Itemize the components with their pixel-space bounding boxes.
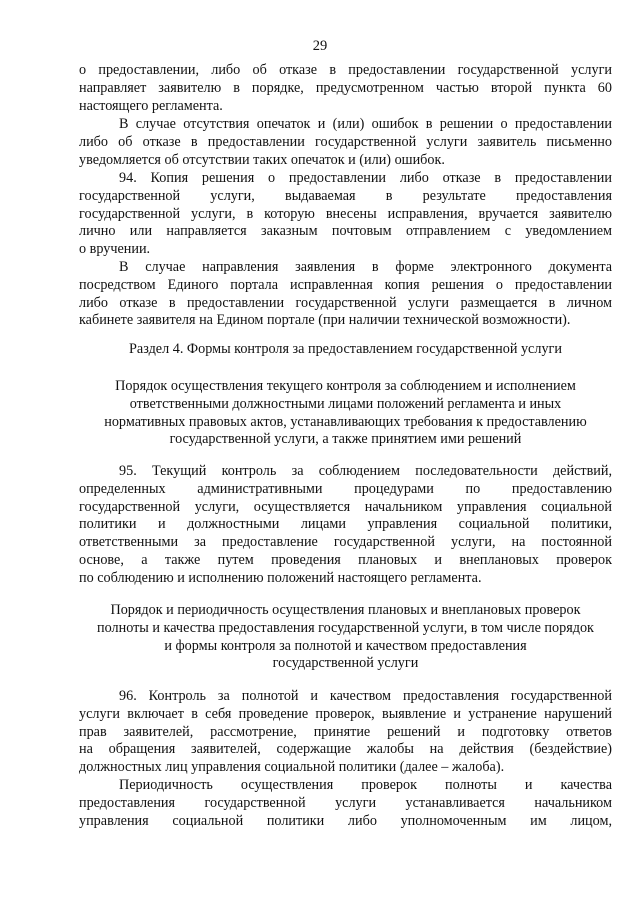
text-line: уведомляется об отсутствии таких опечаток и (или) ошибок. <box>79 151 445 168</box>
page-number: 29 <box>312 38 328 54</box>
text-line: услуги включает в себя проведение проверок, выявление и устранение нарушений <box>79 705 612 722</box>
para-94 <box>79 170 612 259</box>
subheading-current-control <box>79 378 612 449</box>
para-96 <box>79 688 612 777</box>
text-line: государственной услуги, осуществляется начальником управления социальной <box>79 498 612 515</box>
text-line: государственной услуги, а также принятием ими решений <box>169 431 522 448</box>
text-line: должностных лиц управления социальной политики (далее – жалоба). <box>79 759 505 776</box>
para-95 <box>79 463 612 588</box>
text-line: по соблюдению и исполнению положений настоящего регламента. <box>79 569 482 586</box>
text-line: ответственными за предоставление государственной услуги, на постоянной <box>79 534 612 551</box>
para-continuation <box>79 62 612 115</box>
text-line: 95. Текущий контроль за соблюдением последовательности действий, <box>119 463 612 479</box>
text-line: и формы контроля за полнотой и качеством предоставления <box>164 637 527 654</box>
text-line: государственной услуги <box>272 655 419 672</box>
text-line: Периодичность осуществления проверок полноты и качества <box>119 777 612 793</box>
text-line: кабинете заявителя на Едином портале (при наличии технической возможности). <box>79 312 571 329</box>
text-line: государственной услуги, в которую внесены исправления, вручается заявителю <box>79 205 612 222</box>
text-line: лично или направляется заказным почтовым отправлением с уведомлением <box>79 223 612 240</box>
text-line: на обращения заявителей, содержащие жалобы на действия (бездействие) <box>79 741 612 758</box>
text-line: посредством Единого портала исправленная копия решения о предоставлении <box>79 276 612 293</box>
text-line: о предоставлении, либо об отказе в предоставлении государственной услуги <box>79 62 612 78</box>
text-line: Раздел 4. Формы контроля за предоставлением государственной услуги <box>129 341 562 357</box>
text-line: прав заявителей, рассмотрение, принятие решений и подготовку ответов <box>79 723 612 740</box>
section-4-heading <box>79 341 612 359</box>
text-line: нормативных правовых актов, устанавливающих требования к предоставлению <box>104 413 587 430</box>
para-no-errors <box>79 116 612 169</box>
text-line: управления социальной политики либо уполномоченным им лицом, <box>79 812 612 829</box>
text-line: 94. Копия решения о предоставлении либо отказе в предоставлении <box>119 170 612 186</box>
text-line: Порядок осуществления текущего контроля за соблюдением и исполнением <box>115 378 576 394</box>
text-line: основе, а также путем проведения плановых и внеплановых проверок <box>79 551 612 568</box>
text-line: о вручении. <box>79 241 151 258</box>
text-line: государственной услуги, выдаваемая в результате предоставления <box>79 187 612 204</box>
text-line: направляет заявителю в порядке, предусмотренном частью второй пункта 60 <box>79 79 612 96</box>
text-line: Порядок и периодичность осуществления плановых и внеплановых проверок <box>110 602 581 618</box>
text-line: настоящего регламента. <box>79 97 223 114</box>
para-electronic <box>79 259 612 330</box>
text-line: либо об отказе в предоставлении государственной услуги заявитель письменно <box>79 133 612 150</box>
para-periodicity <box>79 777 612 830</box>
text-line: В случае направления заявления в форме электронного документа <box>119 259 612 275</box>
text-line: определенных административными процедурами по предоставлению <box>79 480 612 497</box>
text-line: 96. Контроль за полнотой и качеством предоставления государственной <box>119 688 612 704</box>
text-line: ответственными должностными лицами положений регламента и иных <box>129 395 562 412</box>
subheading-inspections <box>79 602 612 673</box>
text-line: полноты и качества предоставления государственной услуги, в том числе порядок <box>97 619 594 636</box>
text-line: либо отказе в предоставлении государственной услуги размещается в личном <box>79 294 612 311</box>
text-line: политики и должностными лицами управления социальной политики, <box>79 516 612 533</box>
text-line: В случае отсутствия опечаток и (или) ошибок в решении о предоставлении <box>119 116 612 132</box>
text-line: предоставления государственной услуги устанавливается начальником <box>79 794 612 811</box>
